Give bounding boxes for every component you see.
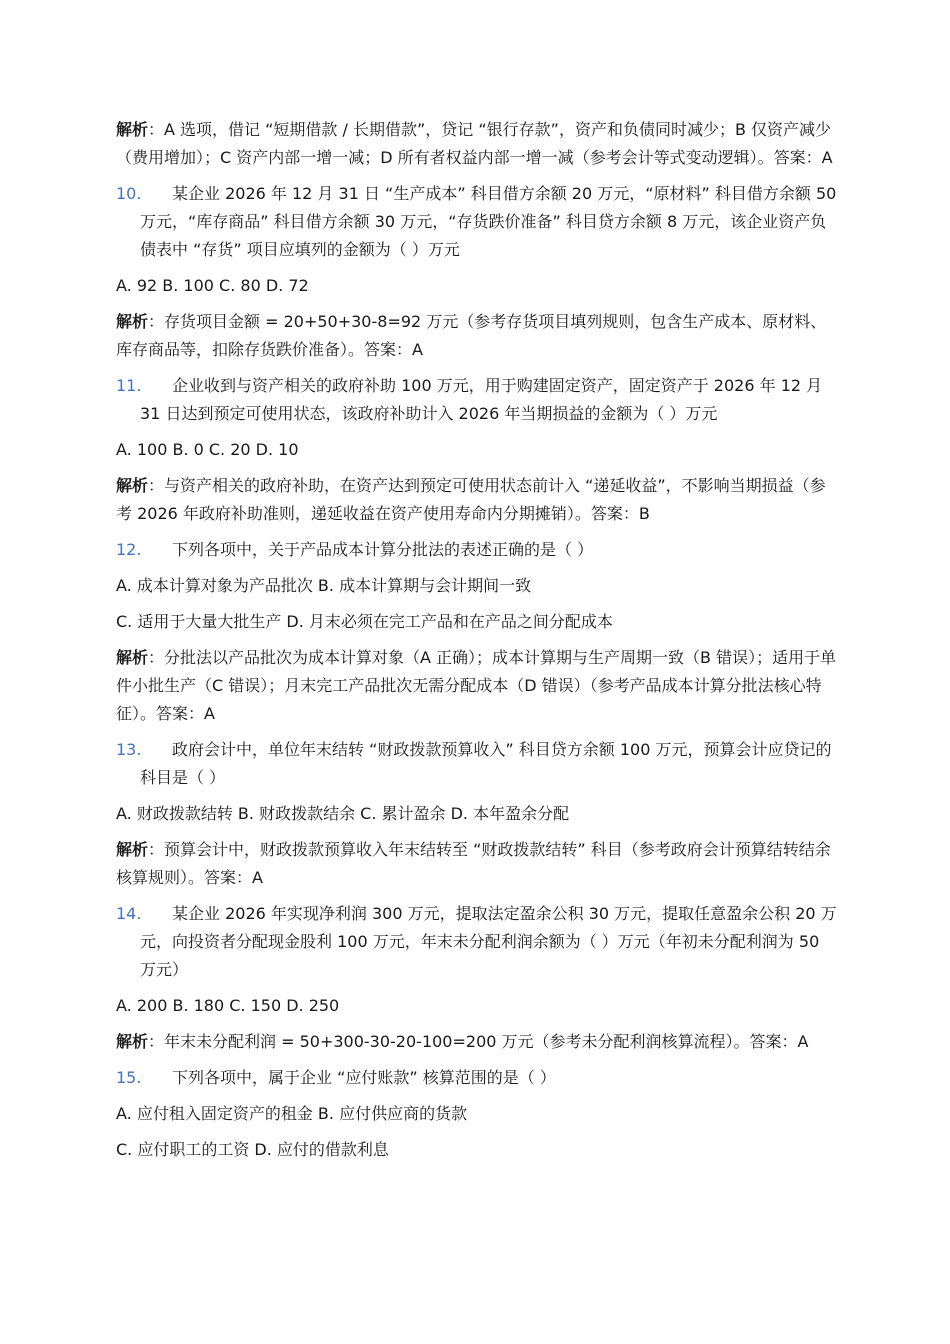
question-options: A. 92 B. 100 C. 80 D. 72 <box>116 276 309 295</box>
analysis-label: 解析 <box>116 476 149 495</box>
question-text: 政府会计中，单位年末结转 “财政拨款预算收入” 科目贷方余额 100 万元，预算会计应贷记的科目是（ ） <box>140 740 832 787</box>
question-number: 15. <box>116 1068 142 1087</box>
question-number: 11. <box>116 376 142 395</box>
question-options: A. 100 B. 0 C. 20 D. 10 <box>116 440 299 459</box>
question-text: 某企业 2026 年 12 月 31 日 “生产成本” 科目借方余额 20 万元，“原材料” 科目借方余额 50 万元，“库存商品” 科目借方余额 30 万元，“存货跌价准备” 科目贷方余额 8 万元，该企业资产负债表中 “存货” 项目应填列的金额为（ ）万元 <box>140 184 837 259</box>
analysis-label: 解析 <box>116 312 149 331</box>
question-options: A. 财政拨款结转 B. 财政拨款结余 C. 累计盈余 D. 本年盈余分配 <box>116 804 570 823</box>
question-text: 某企业 2026 年实现净利润 300 万元，提取法定盈余公积 30 万元，提取任意盈余公积 20 万元，向投资者分配现金股利 100 万元，年末未分配利润余额为（ ）万元（年初未分配利润为 50 万元） <box>140 904 837 979</box>
question-options: A. 成本计算对象为产品批次 B. 成本计算期与会计期间一致 <box>116 576 532 595</box>
analysis-text: ：存货项目金额 = 20+50+30-8=92 万元（参考存货项目填列规则，包含生产成本、原材料、库存商品等，扣除存货跌价准备）。答案：A <box>116 312 827 359</box>
analysis-paragraph <box>116 644 840 728</box>
analysis-paragraph <box>116 472 840 528</box>
question-number: 12. <box>116 540 142 559</box>
analysis-paragraph <box>116 116 840 172</box>
question-options: C. 适用于大量大批生产 D. 月末必须在完工产品和在产品之间分配成本 <box>116 612 613 631</box>
analysis-paragraph <box>116 308 840 364</box>
question-options: A. 应付租入固定资产的租金 B. 应付供应商的货款 <box>116 1104 468 1123</box>
question-10 <box>116 180 840 264</box>
analysis-label: 解析 <box>116 120 149 139</box>
question-14 <box>116 900 840 984</box>
analysis-text: ：年末未分配利润 = 50+300-30-20-100=200 万元（参考未分配利润核算流程）。答案：A <box>148 1032 809 1051</box>
analysis-text: ：预算会计中，财政拨款预算收入年末结转至 “财政拨款结转” 科目（参考政府会计预算结转结余核算规则）。答案：A <box>116 840 831 887</box>
question-text: 企业收到与资产相关的政府补助 100 万元，用于购建固定资产，固定资产于 2026 年 12 月 31 日达到预定可使用状态，该政府补助计入 2026 年当期损益的金额为（ ）万元 <box>140 376 823 423</box>
question-options: C. 应付职工的工资 D. 应付的借款利息 <box>116 1140 389 1159</box>
question-number: 13. <box>116 740 142 759</box>
analysis-label: 解析 <box>116 648 149 667</box>
question-15 <box>116 1064 840 1092</box>
question-text: 下列各项中，关于产品成本计算分批法的表述正确的是（ ） <box>172 540 594 559</box>
analysis-paragraph <box>116 1028 840 1056</box>
question-number: 14. <box>116 904 142 923</box>
question-options: A. 200 B. 180 C. 150 D. 250 <box>116 996 340 1015</box>
analysis-label: 解析 <box>116 840 149 859</box>
analysis-paragraph <box>116 836 840 892</box>
question-12 <box>116 536 840 564</box>
analysis-text: ：分批法以产品批次为成本计算对象（A 正确）；成本计算期与生产周期一致（B 错误）；适用于单件小批生产（C 错误）；月末完工产品批次无需分配成本（D 错误）（参考产品成本计算分批法核心特征）。答案：A <box>116 648 837 723</box>
question-text: 下列各项中，属于企业 “应付账款” 核算范围的是（ ） <box>172 1068 556 1087</box>
analysis-text: ：与资产相关的政府补助，在资产达到预定可使用状态前计入 “递延收益”，不影响当期损益（参考 2026 年政府补助准则，递延收益在资产使用寿命内分期摊销）。答案：B <box>116 476 826 523</box>
analysis-label: 解析 <box>116 1032 149 1051</box>
question-13 <box>116 736 840 792</box>
question-number: 10. <box>116 184 142 203</box>
analysis-text: ：A 选项，借记 “短期借款 / 长期借款”，贷记 “银行存款”，资产和负债同时减少；B 仅资产减少（费用增加）；C 资产内部一增一减；D 所有者权益内部一增一减（参考会计等式变动逻辑）。答案：A <box>116 120 833 167</box>
question-11 <box>116 372 840 428</box>
